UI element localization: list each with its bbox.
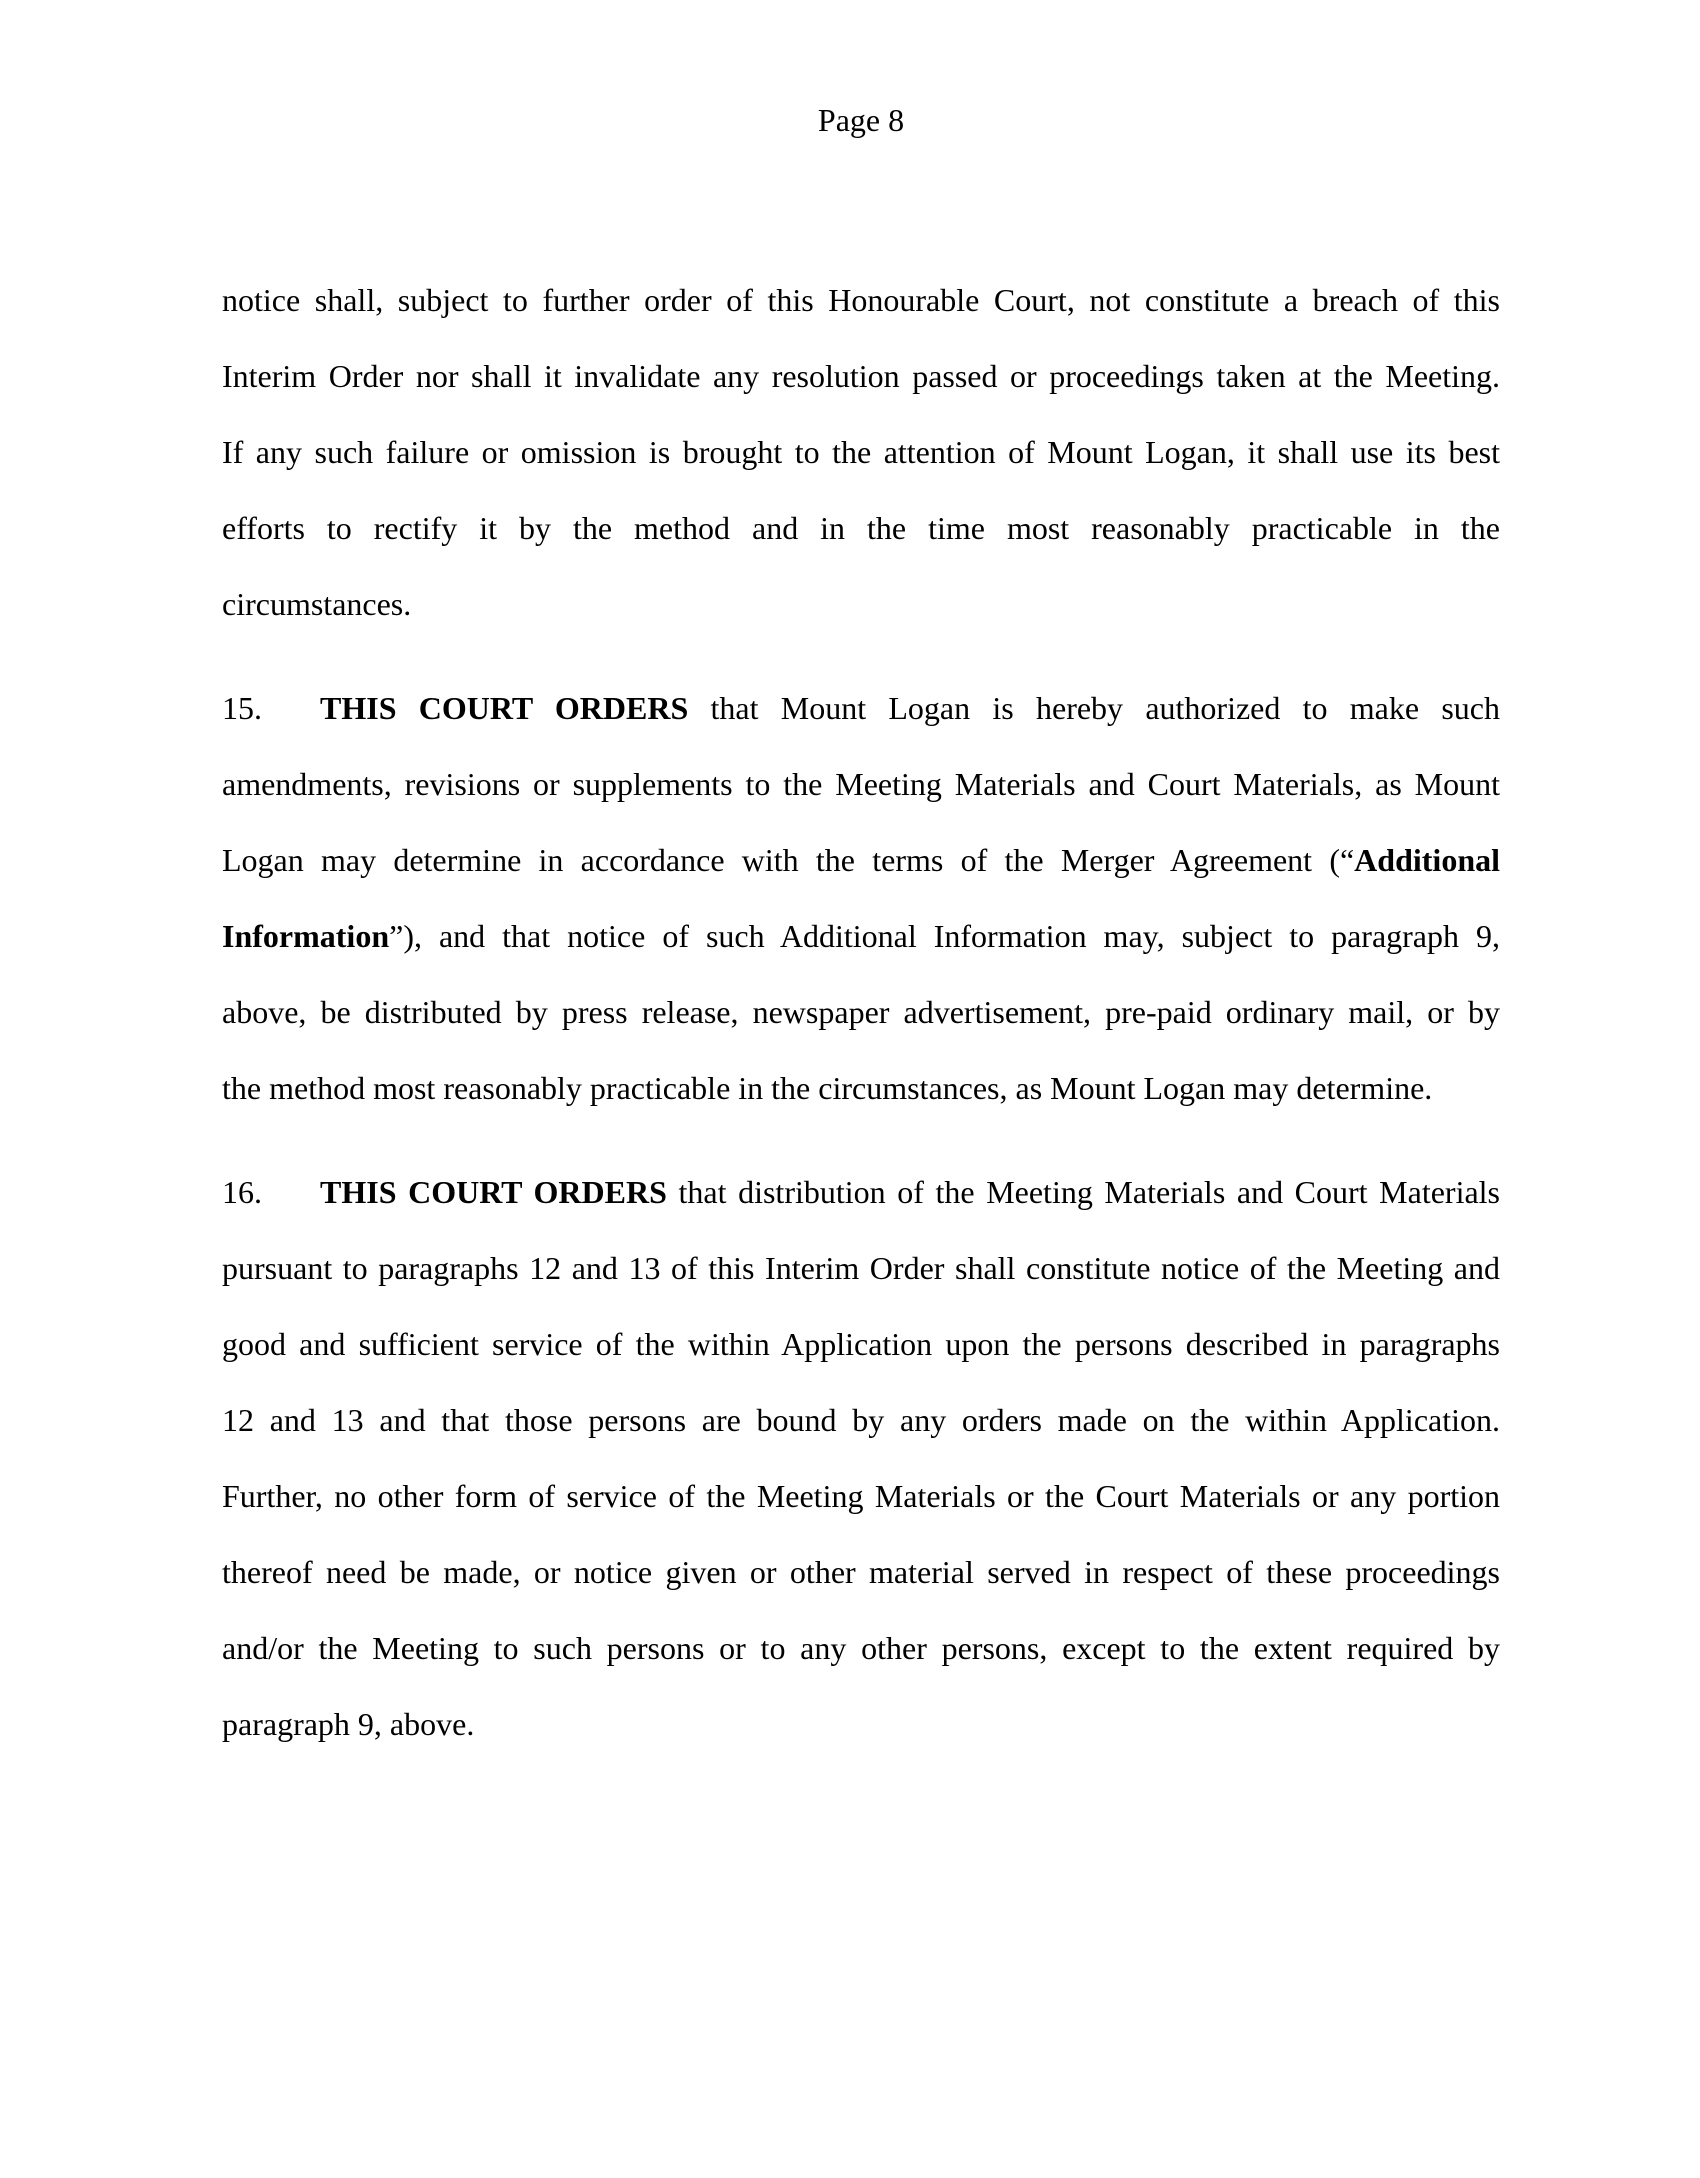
text-line [222, 822, 1500, 898]
text-run: notice shall, subject to further order of this Honourable Court, not constitute a breach of this [222, 282, 1500, 318]
text-line [222, 974, 1500, 1050]
paragraph-number: 16. [222, 1174, 262, 1210]
bold-text-run: THIS COURT ORDERS [320, 690, 689, 726]
text-line [222, 670, 1500, 746]
text-line [222, 746, 1500, 822]
text-line [222, 1382, 1500, 1458]
text-line [222, 566, 1500, 642]
text-line [222, 490, 1500, 566]
paragraph [222, 1154, 1500, 1762]
text-run: If any such failure or omission is brought to the attention of Mount Logan, it shall use its best [222, 434, 1500, 470]
text-run: the method most reasonably practicable in the circumstances, as Mount Logan may determine. [222, 1070, 1433, 1106]
text-run: 12 and 13 and that those persons are bound by any orders made on the within Application. [222, 1402, 1500, 1438]
text-run: efforts to rectify it by the method and in the time most reasonably practicable in the [222, 510, 1500, 546]
text-line [222, 262, 1500, 338]
text-line [222, 1686, 1500, 1762]
bold-text-run: Information [222, 918, 390, 954]
text-line [222, 1050, 1500, 1126]
text-line [222, 338, 1500, 414]
text-run: circumstances. [222, 586, 412, 622]
text-run: that distribution of the Meeting Materials and Court Materials [666, 1174, 1500, 1210]
text-run: above, be distributed by press release, newspaper advertisement, pre-paid ordinary mail, or by [222, 994, 1500, 1030]
paragraph [222, 262, 1500, 642]
text-line [222, 1458, 1500, 1534]
text-run: Further, no other form of service of the Meeting Materials or the Court Materials or any portion [222, 1478, 1500, 1514]
text-run: that Mount Logan is hereby authorized to make such [688, 690, 1500, 726]
text-line [222, 1154, 1500, 1230]
text-run: paragraph 9, above. [222, 1706, 475, 1742]
page-number-header: Page 8 [817, 102, 905, 138]
paragraph [222, 670, 1500, 1126]
text-run: ”), and that notice of such Additional Information may, subject to paragraph 9, [389, 918, 1500, 954]
text-run: good and sufficient service of the within Application upon the persons described in paragraphs [222, 1326, 1500, 1362]
text-run: pursuant to paragraphs 12 and 13 of this Interim Order shall constitute notice of the Meeting and [222, 1250, 1500, 1286]
text-line [222, 1230, 1500, 1306]
text-run: Logan may determine in accordance with the terms of the Merger Agreement (“ [222, 842, 1355, 878]
text-run: Interim Order nor shall it invalidate any resolution passed or proceedings taken at the Meeting. [222, 358, 1500, 394]
bold-text-run: Additional [1354, 842, 1500, 878]
text-run: and/or the Meeting to such persons or to any other persons, except to the extent required by [222, 1630, 1500, 1666]
text-line [222, 414, 1500, 490]
bold-text-run: THIS COURT ORDERS [320, 1174, 667, 1210]
paragraph-number: 15. [222, 690, 262, 726]
text-run: amendments, revisions or supplements to the Meeting Materials and Court Materials, as Mount [222, 766, 1500, 802]
text-run: thereof need be made, or notice given or other material served in respect of these proceedings [222, 1554, 1500, 1590]
text-line [222, 1534, 1500, 1610]
text-line [222, 898, 1500, 974]
document-content [222, 262, 1500, 1762]
text-line [222, 1610, 1500, 1686]
text-line [222, 1306, 1500, 1382]
